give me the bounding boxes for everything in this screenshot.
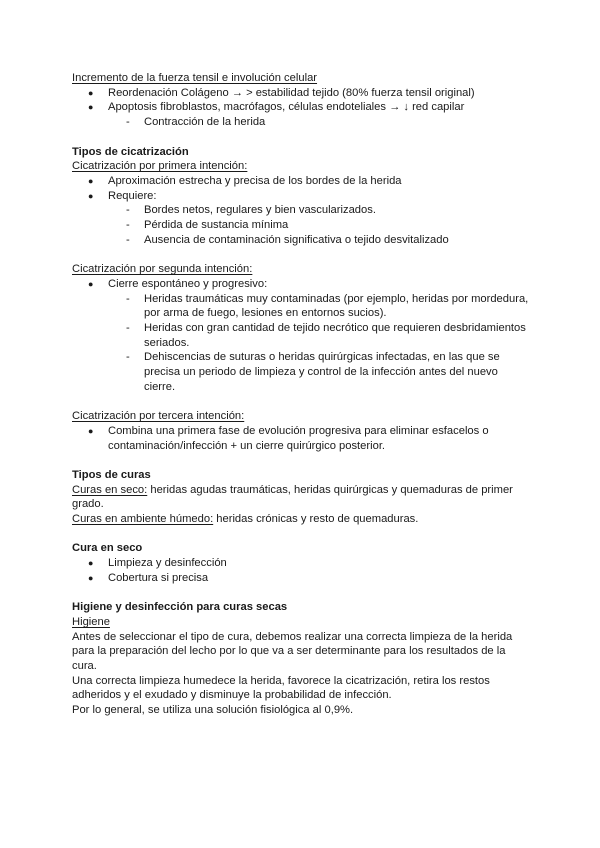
- list-item: ● Combina una primera fase de evolución progresiva para eliminar esfacelos o contaminación/infección + un cierre quirúrgico posterior.: [88, 424, 489, 452]
- list-item: ● Requiere:: [88, 189, 157, 202]
- list-item: ● Aproximación estrecha y precisa de los bordes de la herida: [88, 174, 402, 187]
- list-item: ● Apoptosis fibroblastos, macrófagos, células endoteliales → ↓ red capilar: [88, 101, 465, 114]
- heading-tipos-curas: Tipos de curas: [72, 468, 151, 481]
- sub-list-item: - Ausencia de contaminación significativa o tejido desvitalizado: [126, 233, 449, 246]
- paragraph-curas-seco: Curas en seco: heridas agudas traumáticas, heridas quirúrgicas y quemaduras de primer: [72, 483, 513, 496]
- dash-icon: -: [126, 321, 130, 334]
- dash-icon: -: [126, 116, 130, 129]
- sub-list-item: - Heridas con gran cantidad de tejido necrótico que requieren desbridamientos seriados.: [126, 321, 526, 349]
- subheading-tercera-intencion: Cicatrización por tercera intención:: [72, 410, 245, 423]
- bullet-icon: ●: [88, 102, 94, 113]
- dash-icon: -: [126, 292, 130, 305]
- subheading-segunda-intencion: Cicatrización por segunda intención:: [72, 263, 253, 276]
- dash-icon: -: [126, 219, 130, 232]
- paragraph-line: Una correcta limpieza humedece la herida, favorece la cicatrización, retira los restos: [72, 674, 490, 687]
- document-page: [72, 71, 532, 718]
- heading-cura-seco: Cura en seco: [72, 542, 143, 555]
- dash-icon: -: [126, 351, 130, 364]
- bullet-icon: ●: [88, 87, 94, 98]
- paragraph-line: Por lo general, se utiliza una solución fisiológica al 0,9%.: [72, 704, 354, 717]
- dash-icon: -: [126, 204, 130, 217]
- bullet-icon: ●: [88, 278, 94, 289]
- sub-list-item: - Heridas traumáticas muy contaminadas (por ejemplo, heridas por mordedura, por arma de fuego, lesiones en entornos sucios).: [126, 292, 529, 320]
- dash-icon: -: [126, 233, 130, 246]
- list-item: ● Cobertura si precisa: [88, 571, 209, 584]
- bullet-icon: ●: [88, 558, 94, 569]
- bullet-icon: ●: [88, 190, 94, 201]
- subheading-primera-intencion: Cicatrización por primera intención:: [72, 160, 248, 173]
- list-item: ● Reordenación Colágeno → > estabilidad tejido (80% fuerza tensil original): [88, 86, 475, 99]
- sub-list-item: - Dehiscencias de suturas o heridas quirúrgicas infectadas, en las que se precisa un periodo de limpieza y control de la infección antes del nuevo cierre.: [126, 351, 500, 393]
- paragraph-curas-humedo: Curas en ambiente húmedo: heridas crónicas y resto de quemaduras.: [72, 513, 419, 526]
- section-title-incremento: Incremento de la fuerza tensil e involución celular: [72, 72, 318, 84]
- paragraph-line: Antes de seleccionar el tipo de cura, debemos realizar una correcta limpieza de la herida: [72, 630, 513, 643]
- list-item: ● Cierre espontáneo y progresivo:: [88, 277, 268, 290]
- sub-list-item: - Bordes netos, regulares y bien vascularizados.: [126, 204, 376, 217]
- bullet-icon: ●: [88, 572, 94, 583]
- paragraph-line: para la preparación del lecho por lo que va a ser determinante para los resultados de la: [72, 645, 506, 658]
- paragraph-line: cura.: [72, 660, 97, 673]
- paragraph-curas-seco-cont: grado.: [72, 498, 104, 511]
- paragraph-line: adheridos y el exudado y disminuye la probabilidad de infección.: [72, 689, 392, 702]
- bullet-icon: ●: [88, 425, 94, 436]
- sub-list-item: - Contracción de la herida: [126, 116, 266, 129]
- sub-list-item: - Pérdida de sustancia mínima: [126, 219, 289, 232]
- bullet-icon: ●: [88, 175, 94, 186]
- heading-tipos-cicatrizacion: Tipos de cicatrización: [72, 145, 189, 158]
- subheading-higiene: Higiene: [72, 615, 110, 628]
- list-item: ● Limpieza y desinfección: [88, 557, 227, 570]
- heading-higiene-desinfeccion: Higiene y desinfección para curas secas: [72, 601, 288, 614]
